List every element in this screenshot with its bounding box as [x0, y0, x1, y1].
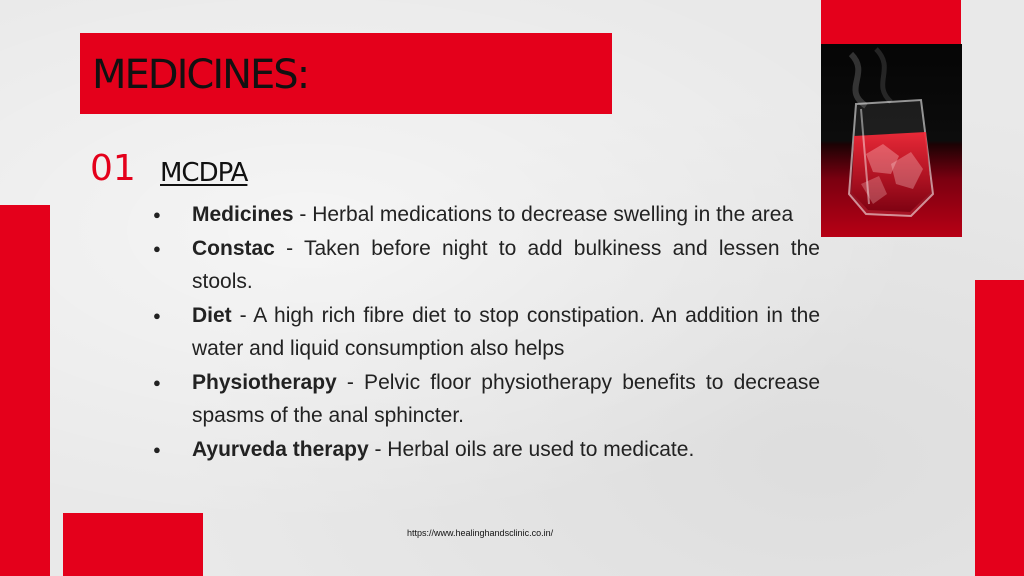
- section-number: 01: [90, 148, 136, 189]
- item-text: - Herbal oils are used to medicate.: [368, 437, 695, 461]
- item-term: Medicines: [192, 203, 294, 226]
- item-text: - Herbal medications to decrease swelling in the area: [293, 203, 794, 226]
- list-item: [150, 299, 820, 366]
- item-term: Ayurveda therapy: [192, 437, 369, 461]
- bottom-accent-bar: [63, 513, 203, 576]
- top-right-accent-bar: [821, 0, 961, 44]
- item-term: Diet: [192, 303, 232, 327]
- item-text: - Taken before night to add bulkiness and lessen the stools.: [192, 236, 820, 293]
- list-item: [150, 232, 820, 299]
- item-term: Physiotherapy: [192, 370, 337, 394]
- medicine-list: [150, 198, 820, 466]
- section-title: MCDPA: [160, 158, 248, 188]
- left-accent-bar: [0, 205, 50, 576]
- list-item: [150, 433, 820, 467]
- list-item: [150, 366, 820, 433]
- footer-link[interactable]: https://www.healinghandsclinic.co.in/: [407, 528, 554, 538]
- item-term: Constac: [192, 236, 275, 260]
- right-accent-bar: [975, 280, 1024, 576]
- item-text: - Pelvic floor physiotherapy benefits to decrease spasms of the anal sphincter.: [192, 370, 820, 427]
- list-item: [150, 198, 820, 232]
- item-text: - A high rich fibre diet to stop constipation. An addition in the water and liquid consumption also helps: [192, 303, 820, 360]
- glass-icon: [821, 44, 962, 237]
- slide-title: MEDICINES:: [92, 52, 309, 98]
- glass-photo: [821, 44, 962, 237]
